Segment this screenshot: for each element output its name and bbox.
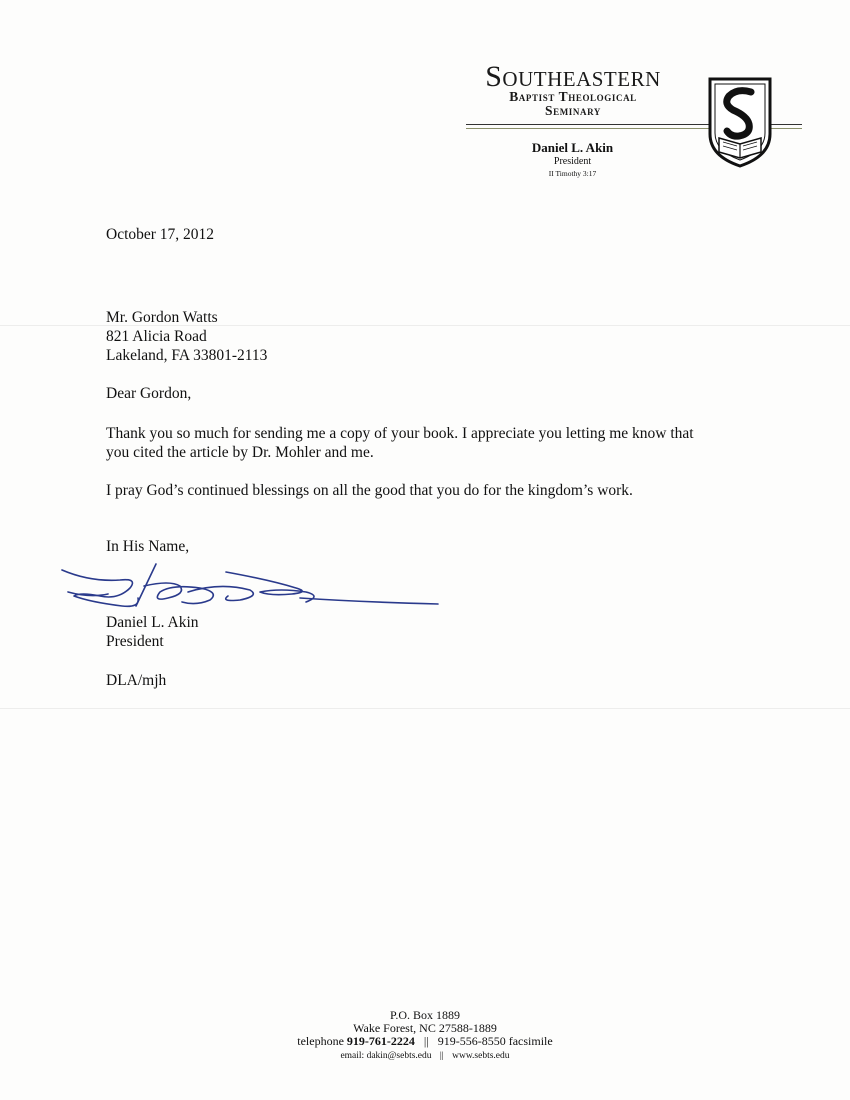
fax-label: facsimile xyxy=(508,1034,553,1048)
scripture-reference: II Timothy 3:17 xyxy=(548,169,597,178)
recipient-street: 821 Alicia Road xyxy=(106,328,207,345)
institution-name xyxy=(466,62,680,117)
institution-line1: Southeastern xyxy=(485,60,661,93)
recipient-name: Mr. Gordon Watts xyxy=(106,309,218,326)
email-label: email: xyxy=(340,1051,365,1061)
paragraph-2: I pray God’s continued blessings on all the good that you do for the kingdom’s work. xyxy=(106,482,633,499)
recipient-city: Lakeland, FA 33801-2113 xyxy=(106,347,268,364)
handwritten-signature xyxy=(60,562,445,614)
footer-po-box: P.O. Box 1889 xyxy=(389,1008,460,1022)
institution-line2: Baptist Theological xyxy=(509,89,637,104)
fax-number: 919-556-8550 xyxy=(437,1034,506,1048)
paragraph-1-line-2: you cited the article by Dr. Mohler and me. xyxy=(106,444,374,461)
letter-date: October 17, 2012 xyxy=(106,226,215,243)
email-address: dakin@sebts.edu xyxy=(366,1051,432,1061)
closing: In His Name, xyxy=(106,538,190,555)
website: www.sebts.edu xyxy=(452,1051,510,1061)
telephone-number: 919-761-2224 xyxy=(346,1034,415,1048)
footer-phone-fax xyxy=(200,1034,650,1049)
institution-line3: Seminary xyxy=(545,102,601,118)
footer-city: Wake Forest, NC 27588-1889 xyxy=(353,1021,497,1035)
signer-name: Daniel L. Akin xyxy=(106,614,199,631)
typist-initials: DLA/mjh xyxy=(106,672,167,689)
footer-email-web xyxy=(200,1051,650,1061)
president-name: Daniel L. Akin xyxy=(531,140,614,155)
seminary-crest-icon xyxy=(707,76,773,168)
salutation: Dear Gordon, xyxy=(106,385,192,402)
fold-line xyxy=(0,708,850,709)
paragraph-1-line-1: Thank you so much for sending me a copy of your book. I appreciate you letting me know that xyxy=(106,425,694,442)
separator: || xyxy=(439,1051,444,1061)
signer-title: President xyxy=(106,633,164,650)
telephone-label: telephone xyxy=(297,1034,344,1048)
separator: || xyxy=(423,1034,429,1048)
president-title: President xyxy=(553,156,592,167)
